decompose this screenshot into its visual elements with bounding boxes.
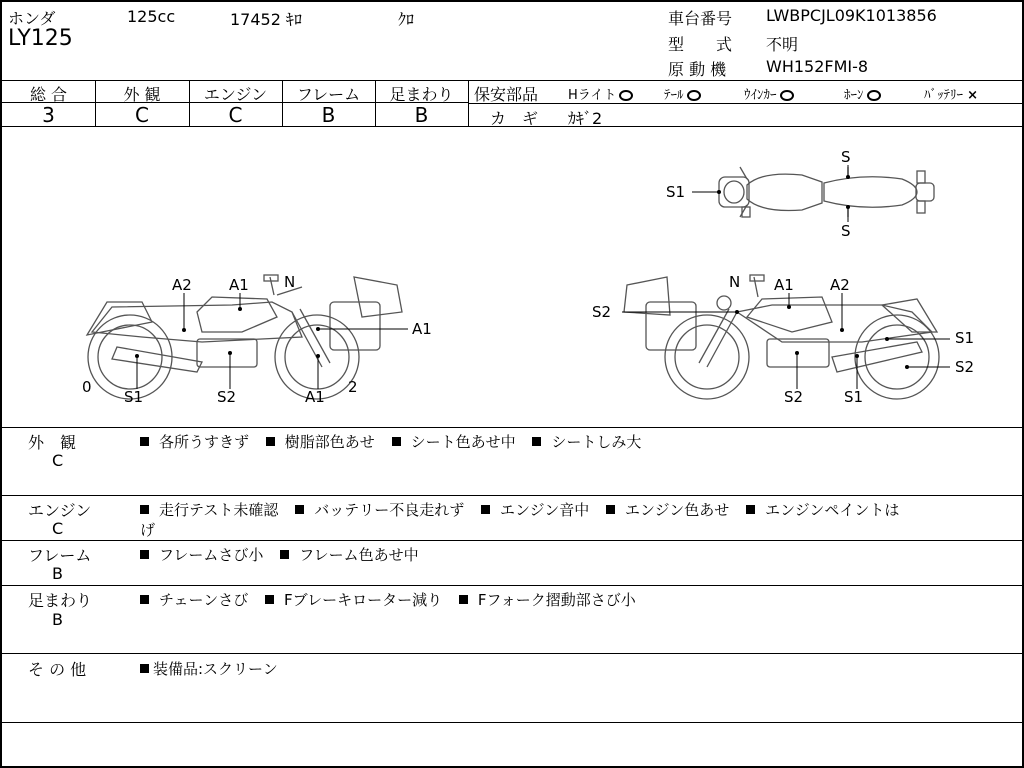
grade-exterior-value: C (135, 103, 149, 127)
mark-right-s1-muffler: S1 (844, 388, 864, 406)
engine-model-value: WH152FMI-8 (766, 57, 869, 76)
mark-right-s2-engine: S2 (784, 388, 804, 406)
ok-circle-icon (687, 90, 701, 101)
color: ｸﾛ (398, 10, 415, 29)
safety-battery: ﾊﾞｯﾃﾘｰ × (924, 88, 979, 103)
engine-model-label: 原 動 機 (668, 60, 727, 79)
mark-left-n: N (284, 273, 296, 291)
safety-headlight: Hライト (568, 84, 633, 103)
note-frame-items: フレームさび小 フレーム色あせ中 (140, 544, 431, 565)
mark-right-a2: A2 (830, 276, 850, 294)
mark-right-s2-rear: S2 (955, 358, 975, 376)
mark-left-a2: A2 (172, 276, 192, 294)
ok-circle-icon (780, 90, 794, 101)
key-value: ｶｷﾞ2 (568, 109, 603, 128)
mark-top-s1: S1 (666, 183, 686, 201)
ok-circle-icon (619, 90, 633, 101)
mark-top-s-upper: S (841, 148, 851, 166)
grade-frame-label: フレーム (296, 85, 361, 104)
damage-diagram (2, 127, 1024, 427)
key-label: カ ギ (490, 109, 539, 128)
displacement: 125cc (127, 7, 176, 26)
mark-right-a1: A1 (774, 276, 794, 294)
note-engine-items: 走行テスト未確認 バッテリー不良走れず エンジン音中 エンジン色あせ エンジンペイントは (140, 499, 911, 520)
mark-left-a1-front: A1 (412, 320, 432, 338)
type-label: 型 式 (668, 35, 733, 54)
grade-suspension-value: B (414, 103, 429, 127)
grade-suspension-label: 足まわり (389, 85, 454, 104)
safety-horn: ﾎｰﾝ (844, 84, 881, 103)
mark-left-a1-tank: A1 (229, 276, 249, 294)
safety-taillight: ﾃｰﾙ (664, 84, 701, 103)
type-value: 不明 (766, 35, 799, 54)
note-engine-wrap: げ (140, 521, 156, 539)
mark-right-s2-front: S2 (592, 303, 612, 321)
note-suspension-items: チェーンさび Fブレーキローター減り Fフォーク摺動部さび小 (140, 589, 648, 610)
frame-number-label: 車台番号 (668, 9, 733, 28)
note-other-label: そ の 他 (28, 660, 87, 679)
mark-right-n: N (729, 273, 741, 291)
model-name: LY125 (8, 26, 73, 51)
note-frame-label: フレーム (28, 546, 92, 565)
note-frame-grade: B (52, 564, 63, 583)
note-exterior-grade: C (52, 451, 64, 470)
mark-left-s1: S1 (124, 388, 144, 406)
note-suspension-label: 足まわり (28, 591, 93, 610)
ng-cross-icon: × (967, 88, 979, 103)
ok-circle-icon (867, 90, 881, 101)
mark-left-zero: 0 (82, 378, 92, 396)
mileage: 17452 ｷﾛ (230, 10, 302, 29)
note-other-items: 装備品:スクリーン (140, 658, 290, 679)
mark-left-a1-wheel: A1 (305, 388, 325, 406)
safety-parts-title: 保安部品 (474, 85, 539, 104)
note-suspension-grade: B (52, 610, 63, 629)
note-exterior-items: 各所うすきず 樹脂部色あせ シート色あせ中 シートしみ大 (140, 431, 653, 452)
maker: ホンダ (8, 9, 56, 28)
mark-top-s-lower: S (841, 222, 851, 240)
safety-winker: ｳｲﾝｶｰ (744, 84, 794, 103)
mark-left-s2: S2 (217, 388, 237, 406)
frame-number-value: LWBPCJL09K1013856 (766, 6, 937, 25)
note-engine-grade: C (52, 519, 64, 538)
grade-total-value: 3 (42, 103, 55, 127)
grade-frame-value: B (321, 103, 336, 127)
bike-top-view (719, 167, 934, 217)
grade-total-label: 総 合 (29, 85, 68, 104)
grade-engine-label: エンジン (203, 85, 268, 104)
mark-left-two: 2 (348, 378, 358, 396)
note-exterior-label: 外 観 (28, 433, 77, 452)
mark-right-s1-rear: S1 (955, 329, 975, 347)
grade-exterior-label: 外 観 (123, 85, 161, 104)
grade-engine-value: C (228, 103, 243, 127)
note-engine-label: エンジン (28, 501, 92, 520)
